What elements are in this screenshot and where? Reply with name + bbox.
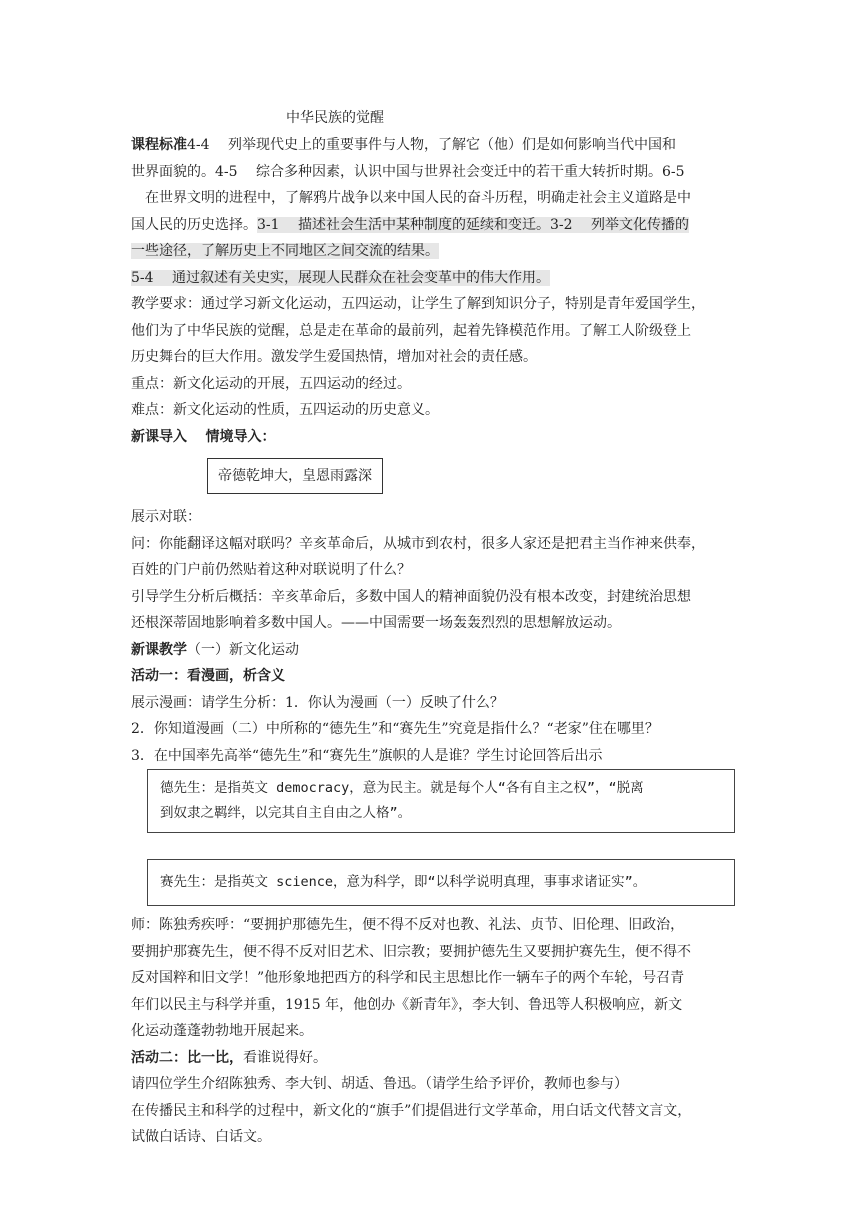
key-point: 重点：新文化运动的开展，五四运动的经过。 [131,375,411,392]
sai-xiansheng-box: 赛先生：是指英文 science，意为科学，即“以科学说明真理，事事求诸证实”。 [147,859,735,906]
intro-heading: 新课导入 情境导入： [131,428,276,445]
teaching-heading: 新课教学（一）新文化运动 [131,641,299,658]
standard-label: 课程标准 [131,137,187,153]
highlight-3-2: 一些途径，了解历史上不同地区之间交流的结果。 [131,243,439,259]
document-body: 中华民族的觉醒 课程标准4-4 列举现代史上的重要事件与人物，了解它（他）们是如何影响当代中国和 世界面貌的。4-5 综合多种因素，认识中国与世界社会变迁中的若干重大转折时期。6-5 在世界文明的进程中，了解鸦片战争以来中国人民的奋斗历程，明确走社会主义道路是中 国人民的历史选择。3-1 描述社会生活中某种制度的延续和变迁。3-2 列举文化传播的 一些途径，了解历史上不同地区之间交流的结果。 5-4 通过叙述有关史实，展现人民群众在社会变革中的伟大作用。 教学要求：通过学习新文化运动，五四运动，让学生了解到知识分子，特别是青年爱国学生， 他们为了中华民族的觉醒，总是走在革命的最前列，起着先锋模范作用。了解工人阶级登上 历史舞台的巨大作用。激发学生爱国热情，增加对社会的责任感。 重点：新文化运动的开展，五四运动的经过。 难点：新文化运动的性质，五四运动的历史意义。 新课导入 情境导入： 帝德乾坤大，皇恩雨露深 展示对联： 问：你能翻译这幅对联吗？辛亥革命后，从城市到农村，很多人家还是把君主当作神来供奉， 百姓的门户前仍然贴着这种对联说明了什么？ 引导学生分析后概括：辛亥革命后，多数中国人的精神面貌仍没有根本改变，封建统治思想 还根深蒂固地影响着多数中国人。——中国需要一场轰轰烈烈的思想解放运动。 新课教学（一）新文化运动 活动一：看漫画，析含义 展示漫画：请学生分析：1．你认为漫画（一）反映了什么？ 2．你知道漫画（二）中所称的“德先生”和“赛先生”究竟是指什么？“老家”住在哪里？ 3．在中国率先高举“德先生”和“赛先生”旗帜的人是谁？学生讨论回答后出示 德先生：是指英文 democracy，意为民主。就是每个人“各有自主之权”，“脱离 到奴隶之羁绊，以完其自主自由之人格”。 赛先生：是指英文 science，意为科学，即“以科学说明真理，事事求诸证实”。 师：陈独秀疾呼：“要拥护那德先生，便不得不反对也教、礼法、贞节、旧伦理、旧政治， 要拥护那赛先生，便不得不反对旧艺术、旧宗教；要拥护德先生又要拥护赛先生，便不得不 反对国粹和旧文学！”他形象地把西方的科学和民主思想比作一辆车子的两个车轮，号召青 年们以民主与科学并重，1915 年，他创办《新青年》，李大钊、鲁迅等人积极响应，新文 化运动蓬蓬勃勃地开展起来。 活动二：比一比，看谁说得好。 请四位学生介绍陈独秀、李大钊、胡适、鲁迅。（请学生给予评价，教师也参与） 在传播民主和科学的过程中，新文化的“旗手”们提倡进行文学革命，用白话文代替文言文， 试做白话诗、白话文。 [131,104,731,1151]
teacher-paragraph: 师：陈独秀疾呼：“要拥护那德先生，便不得不反对也教、礼法、贞节、旧伦理、旧政治， 要拥护那赛先生，便不得不反对旧艺术、旧宗教；要拥护德先生又要拥护赛先生，便不得不 反对国粹和旧文学！”他形象地把西方的科学和民主思想比作一辆车子的两个车轮，号召青 年们以民主与科学并重，1915 年，他创办《新青年》，李大钊、鲁迅等人积极响应，新文 化运动蓬蓬勃勃地开展起来。 活动二：比一比，看谁说得好。 请四位学生介绍陈独秀、李大钊、胡适、鲁迅。（请学生给予评价，教师也参与） 在传播民主和科学的过程中，新文化的“旗手”们提倡进行文学革命，用白话文代替文言文， 试做白话诗、白话文。 [131,912,731,1151]
curriculum-standard: 课程标准4-4 列举现代史上的重要事件与人物，了解它（他）们是如何影响当代中国和 世界面貌的。4-5 综合多种因素，认识中国与世界社会变迁中的若干重大转折时期。6-5 在世界文明的进程中，了解鸦片战争以来中国人民的奋斗历程，明确走社会主义道路是中 国人民的历史选择。3-1 描述社会生活中某种制度的延续和变迁。3-2 列举文化传播的 一些途径，了解历史上不同地区之间交流的结果。 5-4 通过叙述有关史实，展现人民群众在社会变革中的伟大作用。 [131,137,691,286]
couplet-box: 帝德乾坤大，皇恩雨露深 [207,458,383,494]
highlight-5-4: 5-4 通过叙述有关史实，展现人民群众在社会变革中的伟大作用。 [131,269,550,286]
show-couplet: 展示对联： [131,509,201,525]
activity-2-heading: 活动二：比一比，看谁说得好。 [131,1049,327,1066]
de-xiansheng-box: 德先生：是指英文 democracy，意为民主。就是每个人“各有自主之权”，“脱离 到奴隶之羁绊，以完其自主自由之人格”。 [147,769,735,833]
teaching-requirements: 教学要求：通过学习新文化运动，五四运动，让学生了解到知识分子，特别是青年爱国学生， 他们为了中华民族的觉醒，总是走在革命的最前列，起着先锋模范作用。了解工人阶级登上 历史舞台的巨大作用。激发学生爱国热情，增加对社会的责任感。 [131,296,705,365]
page-title: 中华民族的觉醒 [286,110,384,126]
highlight-3-1: 3-1 描述社会生活中某种制度的延续和变迁。3-2 列举文化传播的 [257,216,689,233]
activity-1-heading: 活动一：看漫画，析含义 [131,668,285,684]
difficult-point: 难点：新文化运动的性质，五四运动的历史意义。 [131,402,439,418]
